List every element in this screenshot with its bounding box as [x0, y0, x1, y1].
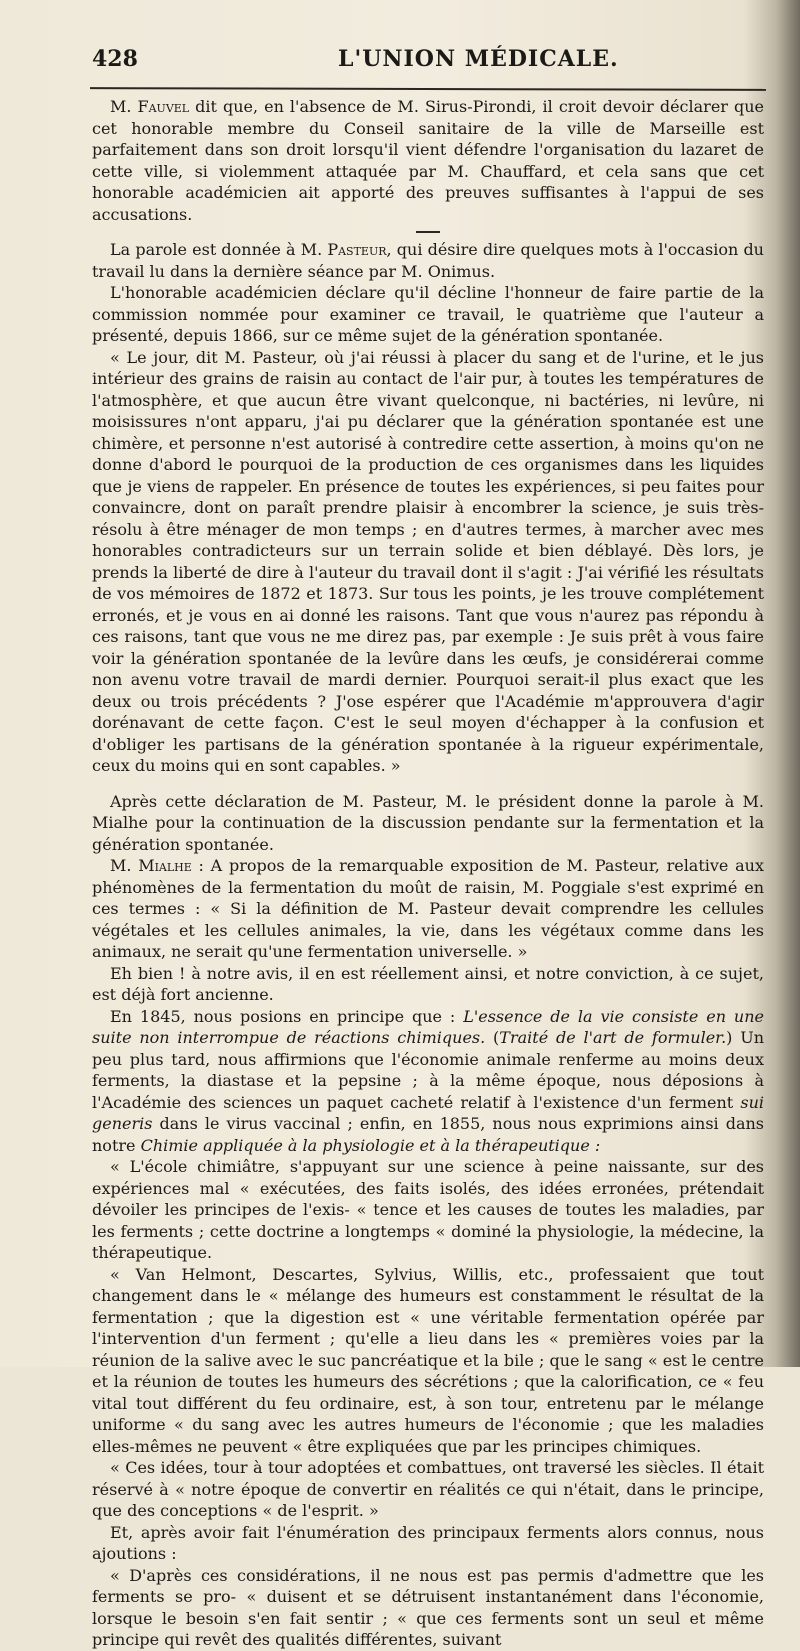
paragraph-1845 — [92, 1006, 764, 1157]
section-separator — [416, 231, 440, 233]
paragraph-fauvel — [92, 96, 764, 225]
page-header — [88, 46, 768, 82]
running-head: L'UNION MÉDICALE. — [338, 46, 619, 72]
paragraph-text: En 1845, nous posions en principe que : — [110, 1006, 464, 1026]
speaker-name: Pasteur — [327, 240, 387, 259]
paragraph-text: dit que, en l'absence de M. Sirus-Pirondi, il croit devoir déclarer que cet honorable membre du Conseil sanitaire de la ville de Marseille est parfaitement dans son droit lorsqu'il vient défendre l'organisation du lazaret de cette ville, si violemment attaquée par M. Chauffard, et cela sans que cet honorable académicien ait apporté des preuves suffisantes à l'appui de ses accusations. — [92, 97, 764, 224]
book-title: Chimie appliquée à la physiologie et à la thérapeutique : — [140, 1135, 601, 1155]
paragraph-text: , qui désire dire quelques mots à l'occasion du travail lu dans la dernière séance par M. Onimus. — [92, 240, 764, 281]
page-body — [92, 96, 764, 1651]
paragraph-text: La parole est donnée à M. — [110, 240, 328, 259]
paragraph-pasteur-intro — [92, 239, 764, 282]
quote-ces-idees: « Ces idées, tour à tour adoptées et combattues, ont traversé les siècles. Il était réservé à « notre époque de convertir en réalités ce qui n'était, dans le principe, que des conceptions « de l'esprit. » — [92, 1458, 764, 1520]
paragraph-avis: Eh bien ! à notre avis, il en est réellement ainsi, et notre conviction, à ce sujet, est déjà fort ancienne. — [92, 963, 764, 1004]
speaker-name: M. Mialhe — [110, 856, 192, 875]
quote-van-helmont: « Van Helmont, Descartes, Sylvius, Willis, etc., professaient que tout changement dans le « mélange des humeurs est constamment le résultat de la fermentation ; que la digestion est « une véritable fermentation opérée par l'intervention d'un ferment ; qu'elle a lieu dans les « premières voies par la réunion de la salive avec le suc pancréatique et la bile ; que le sang « est le centre et la réunion de toutes les humeurs des sécrétions ; que la calorification, ce « feu vital tout différent du feu ordinaire, est, à son tour, entretenu par le mélange uniforme « du sang avec les autres humeurs de l'économie ; que les maladies elles-mêmes ne peuvent « être expliquées que par les principes chimiques. — [92, 1264, 764, 1456]
speaker-name: M. Fauvel — [110, 97, 190, 116]
quote-ecole-chimiatre: « L'école chimiâtre, s'appuyant sur une science à peine naissante, sur des expériences mal « exécutées, des faits isolés, des idées erronées, prétendait dévoiler les principes de l'exis- « tence et les causes de toutes les maladies, par les ferments ; cette doctrine a longtemps « dominé la physiologie, la médecine, la thérapeutique. — [92, 1157, 764, 1262]
paragraph-text: : A propos de la remarquable exposition de M. Pasteur, relative aux phénomènes de la fermentation du moût de raisin, M. Poggiale s'est exprimé en ces termes : « Si la définition de M. Pasteur devait comprendre les cellules végétales et les cellules animales, la vie, dans les végétaux comme dans les animaux, ne serait qu'une fermentation universelle. » — [92, 856, 765, 961]
paragraph-text: ) Un peu plus tard, nous affirmions que l'économie animale renferme au moins deux ferments, la diastase et la pepsine ; à la même époque, nous déposions à l'Académie des sciences un paquet cacheté relatif à l'existence d'un ferment — [92, 1028, 765, 1112]
italic-citation: L'essence de la vie consiste en une suite non interrompue de réactions chimiques. — [92, 1006, 765, 1047]
paragraph-pasteur-quote: « Le jour, dit M. Pasteur, où j'ai réussi à placer du sang et de l'urine, et le jus intérieur des grains de raisin au contact de l'air pur, à toutes les températures de l'atmosphère, et que aucun être vivant quelconque, ni bactéries, ni levûre, ni moisissures n'ont apparu, j'ai pu déclarer que la génération spontanée est une chimère, et personne n'est autorisé à contredire cette assertion, à moins qu'on ne donne d'abord le pourquoi de la production de ces organismes dans les liquides que je viens de rappeler. En présence de toutes les expériences, si peu faites pour convaincre, dont on paraît prendre plaisir à encombrer la science, je suis très-résolu à être ménager de mon temps ; en d'autres termes, à marcher avec mes honorables contradicteurs sur un terrain solide et bien déblayé. Dès lors, je prends la liberté de dire à l'auteur du travail dont il s'agit : J'ai vérifié les résultats de vos mémoires de 1872 et 1873. Sur tous les points, je les trouve complétement erronés, et je vous en ai donné les raisons. Tant que vous n'aurez pas répondu à ces raisons, tant que vous ne me direz pas, par exemple : Je suis prêt à vous faire voir la génération spontanée de la levûre dans les œufs, je considérerai comme non avenu votre travail de mardi dernier. Pourquoi serait-il plus exact que les deux ou trois précédents ? J'ose espérer que l'Académie m'approuvera d'agir dorénavant de cette façon. C'est le seul moyen d'échapper à la confusion et d'obliger les partisans de la génération spontanée à la rigueur expérimentale, ceux du moins qui en sont capables. » — [92, 347, 764, 775]
paragraph-mialhe — [92, 855, 764, 963]
book-title: Traité de l'art de formuler. — [499, 1028, 727, 1047]
paragraph-text: ( — [485, 1028, 500, 1047]
paragraph-commission: L'honorable académicien déclare qu'il décline l'honneur de faire partie de la commission nommée pour examiner ce travail, le quatrième que l'auteur a présenté, depuis 1866, sur ce même sujet de la génération spontanée. — [92, 283, 764, 345]
paragraph-enumeration: Et, après avoir fait l'énumération des principaux ferments alors connus, nous ajoutions : — [92, 1522, 764, 1563]
page-number: 428 — [92, 46, 138, 72]
paragraph-text: dans le virus vaccinal ; enfin, en 1855, nous nous exprimions ainsi dans notre — [92, 1114, 764, 1155]
latin-term: sui generis — [92, 1092, 764, 1133]
header-rule — [90, 87, 766, 91]
paragraph-president: Après cette déclaration de M. Pasteur, M. le président donne la parole à M. Mialhe pour la continuation de la discussion pendante sur la fermentation et la génération spontanée. — [92, 791, 764, 854]
quote-considerations: « D'après ces considérations, il ne nous est pas permis d'admettre que les ferments se pro- « duisent et se détruisent instantanément dans l'économie, lorsque le besoin s'en fait sentir ; « que ces ferments sont un seul et même principe qui revêt des qualités différentes, suivant — [92, 1565, 764, 1649]
